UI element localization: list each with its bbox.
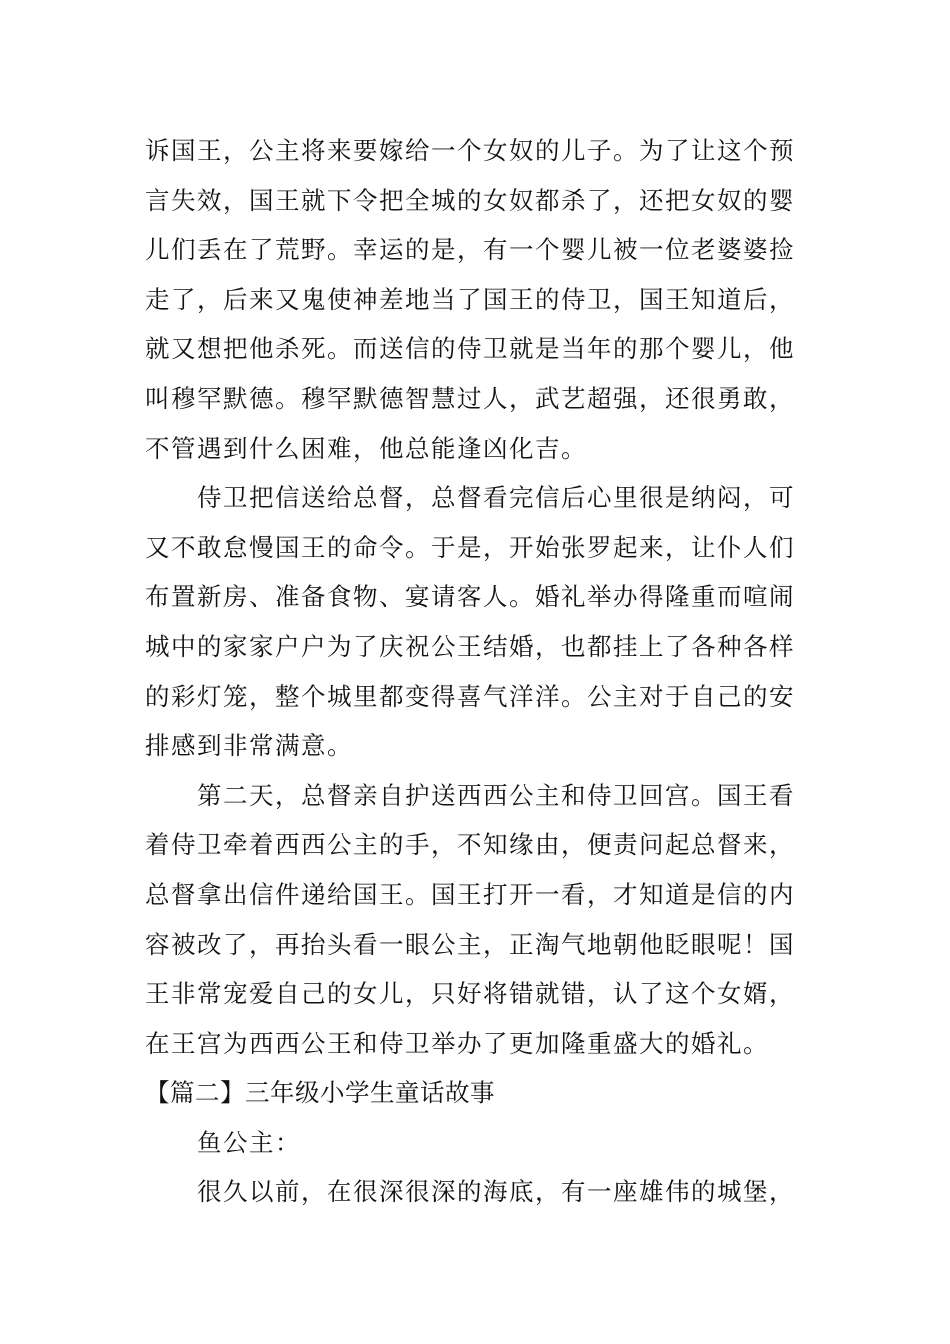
text-line: 容被改了，再抬头看一眼公主，正淘气地朝他眨眼呢！国 — [145, 929, 795, 959]
text-line: 王非常宠爱自己的女儿，只好将错就错，认了这个女婿， — [145, 979, 795, 1009]
story-title: 鱼公主： — [197, 1127, 301, 1157]
text-line: 诉国王，公主将来要嫁给一个女奴的儿子。为了让这个预 — [145, 136, 795, 165]
text-line: 儿们丢在了荒野。幸运的是，有一个婴儿被一位老婆婆捡 — [145, 235, 795, 265]
text-line: 叫穆罕默德。穆罕默德智慧过人，武艺超强，还很勇敢， — [145, 383, 795, 413]
text-line: 的彩灯笼，整个城里都变得喜气洋洋。公主对于自己的安 — [145, 681, 795, 711]
paragraph-start-line: 第二天，总督亲自护送西西公主和侍卫回宫。国王看 — [197, 780, 795, 810]
text-line: 布置新房、准备食物、宴请客人。婚礼举办得隆重而喧闹 — [145, 582, 795, 612]
text-line: 着侍卫牵着西西公主的手，不知缘由，便责问起总督来， — [145, 830, 795, 860]
text-line: 排感到非常满意。 — [145, 731, 353, 761]
paragraph-start-line: 侍卫把信送给总督，总督看完信后心里很是纳闷，可 — [197, 483, 795, 513]
text-line: 在王宫为西西公王和侍卫举办了更加隆重盛大的婚礼。 — [145, 1028, 769, 1058]
text-line: 城中的家家户户为了庆祝公王结婚，也都挂上了各种各样 — [145, 631, 795, 661]
text-line: 又不敢怠慢国王的命令。于是，开始张罗起来，让仆人们 — [145, 532, 795, 562]
section-heading: 【篇二】三年级小学生童话故事 — [145, 1078, 495, 1108]
text-line: 不管遇到什么困难，他总能逢凶化吉。 — [145, 433, 587, 463]
story-text — [145, 126, 810, 1217]
text-line: 走了，后来又鬼使神差地当了国王的侍卫，国王知道后， — [145, 284, 795, 314]
text-line: 就又想把他杀死。而送信的侍卫就是当年的那个婴儿，他 — [145, 334, 795, 364]
text-line: 总督拿出信件递给国王。国王打开一看，才知道是信的内 — [145, 879, 795, 909]
text-line: 言失效，国王就下令把全城的女奴都杀了，还把女奴的婴 — [145, 185, 795, 215]
paragraph-start-line: 很久以前，在很深很深的海底，有一座雄伟的城堡， — [197, 1177, 795, 1207]
